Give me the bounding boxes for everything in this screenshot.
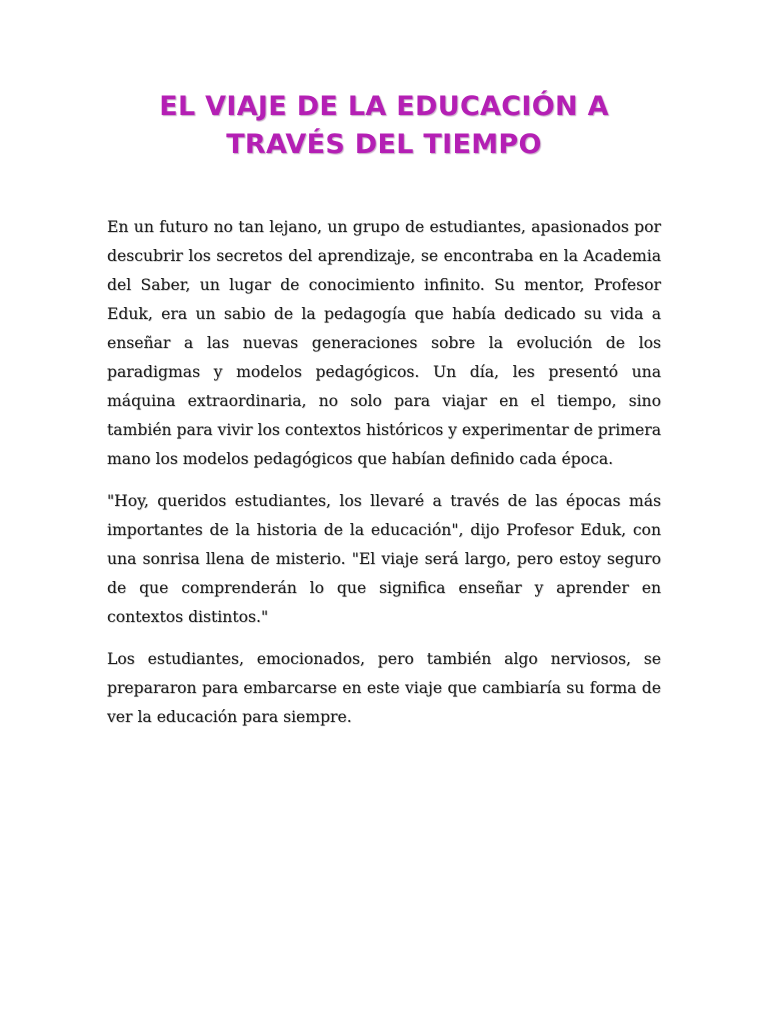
document-body bbox=[107, 213, 661, 745]
paragraph-quote: "Hoy, queridos estudiantes, los llevaré a través de las épocas más importantes de la historia de la educación", dijo Profesor Eduk, con una sonrisa llena de misterio. "El viaje será largo, pero estoy seguro de que comprenderán lo que significa enseñar y aprender en contextos distintos." bbox=[107, 492, 661, 626]
page-title: EL VIAJE DE LA EDUCACIÓN A TRAVÉS DEL TIEMPO bbox=[159, 91, 609, 160]
paragraph-closing: Los estudiantes, emocionados, pero también algo nerviosos, se prepararon para embarcarse en este viaje que cambiaría su forma de ver la educación para siempre. bbox=[107, 650, 661, 726]
paragraph-intro: En un futuro no tan lejano, un grupo de estudiantes, apasionados por descubrir los secretos del aprendizaje, se encontraba en la Academia del Saber, un lugar de conocimiento infinito. Su mentor, Profesor Eduk, era un sabio de la pedagogía que había dedicado su vida a enseñar a las nuevas generaciones sobre la evolución de los paradigmas y modelos pedagógicos. Un día, les presentó una máquina extraordinaria, no solo para viajar en el tiempo, sino también para vivir los contextos históricos y experimentar de primera mano los modelos pedagógicos que habían definido cada época. bbox=[107, 218, 661, 468]
